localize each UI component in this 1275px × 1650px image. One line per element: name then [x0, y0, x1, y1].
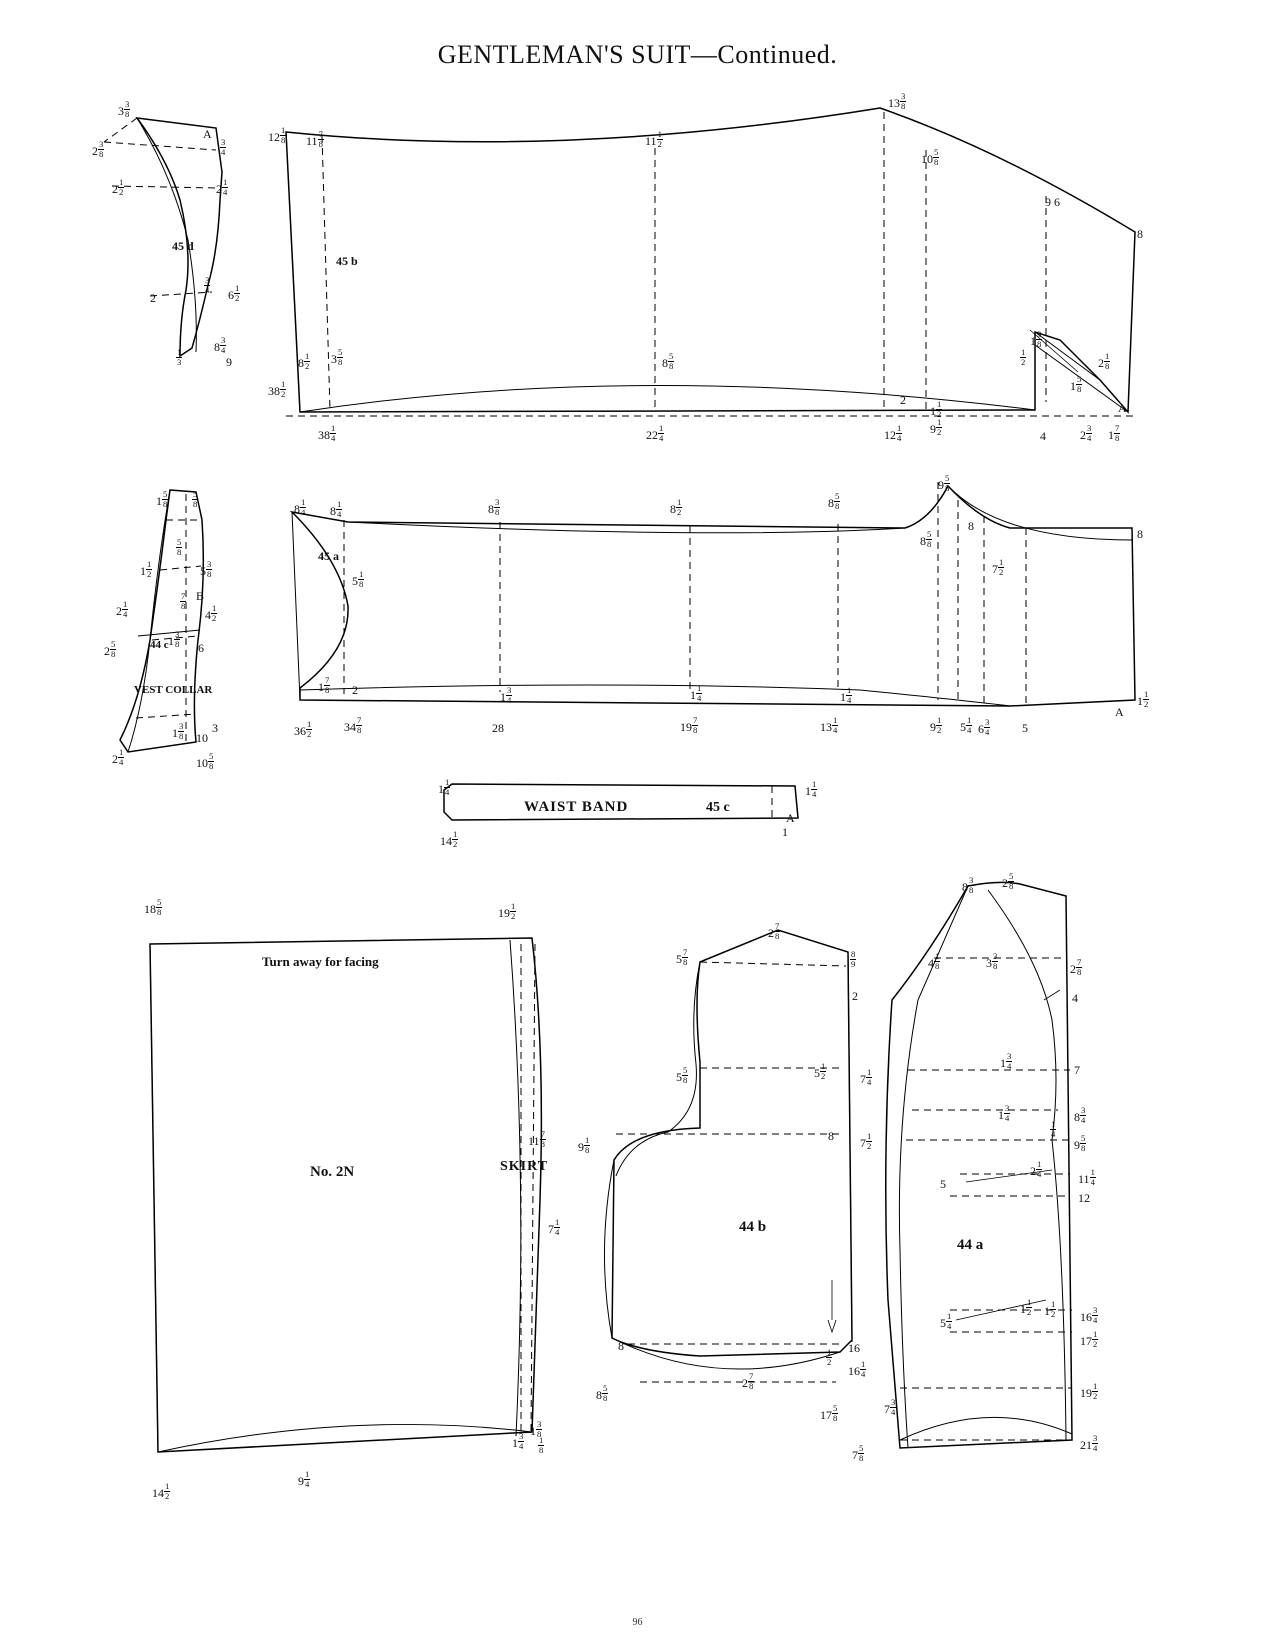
waist-band-measure: 14 $\frac{1}{2}$: [440, 829, 458, 849]
front-45a-measure: 6: [198, 641, 204, 655]
vest-back-44b-measure: 9 $\frac{1}{8}$: [578, 1135, 590, 1155]
front-45a-measure: 3: [212, 721, 218, 735]
vest-front-44a-measure: 9 $\frac{5}{8}$: [1074, 1133, 1086, 1153]
vest-front-44a-measure: 7 $\frac{5}{8}$: [852, 1443, 864, 1463]
front-45a-measure: 1 $\frac{1}{2}$: [1137, 689, 1149, 709]
front-45a-measure: 1 $\frac{3}{8}$: [172, 721, 184, 741]
vest-back-44b-measure: 2: [852, 989, 858, 1003]
vest-back-44b-measure: 8: [828, 1129, 834, 1143]
piece-label-44c: 44 c: [150, 639, 169, 651]
front-45a-measure: 28: [492, 721, 504, 735]
vest-front-44a-measure: 7: [1074, 1063, 1080, 1077]
front-45a-measure: 8 $\frac{1}{2}$: [670, 497, 682, 517]
front-45a-measure: 10: [196, 731, 208, 745]
back-45b-measure: 4: [1040, 429, 1046, 443]
vest-back-44b-measure: 5 $\frac{5}{8}$: [676, 1065, 688, 1085]
front-45a-measure: 13 $\frac{1}{4}$: [820, 715, 838, 735]
collar-45d-measure: 2 $\frac{1}{4}$: [216, 177, 228, 197]
page-number: 96: [632, 1617, 643, 1628]
collar-45d-measure: $\frac{3}{4}$: [221, 137, 226, 157]
piece-label-45a: 45 a: [318, 549, 339, 563]
vest-front-44a-measure: 5: [940, 1177, 946, 1191]
back-45b-measure: 1 $\frac{5}{8}$: [1070, 374, 1082, 394]
skirt-measure: $\frac{1}{8}$: [539, 1435, 544, 1455]
back-45b-measure: 11 $\frac{1}{2}$: [645, 129, 662, 149]
vest-front-44a-measure: 3 $\frac{3}{8}$: [986, 951, 998, 971]
collar-45d-measure: 6 $\frac{1}{2}$: [228, 283, 240, 303]
front-45a-measure: 8: [1137, 527, 1143, 541]
piece-label-skirt-block: No. 2N: [310, 1164, 355, 1180]
vest-front-44a-measure: 16 $\frac{1}{4}$: [848, 1359, 866, 1379]
back-45b-measure: 12 $\frac{1}{8}$: [268, 125, 286, 145]
vest-front-44a-measure: 21 $\frac{3}{4}$: [1080, 1433, 1098, 1453]
front-45a-measure: 8 $\frac{5}{8}$: [920, 529, 932, 549]
skirt-facing-note: Turn away for facing: [262, 954, 379, 969]
vest-front-44a-measure: 7 $\frac{1}{2}$: [860, 1131, 872, 1151]
back-45b-measure: 1 $\frac{7}{8}$: [1108, 423, 1120, 443]
vest-front-44a-measure: 1 $\frac{3}{4}$: [1000, 1051, 1012, 1071]
back-45b-measure: 22 $\frac{1}{4}$: [646, 423, 664, 443]
vest-front-44a-measure: 16: [848, 1341, 860, 1355]
waist-band-measure: 1 $\frac{1}{4}$: [805, 779, 817, 799]
front-45a-measure: 5 $\frac{3}{8}$: [200, 559, 212, 579]
skirt-measure: 7 $\frac{1}{4}$: [548, 1217, 560, 1237]
front-45a-measure: $\frac{5}{8}$: [177, 537, 182, 557]
collar-45d-measure: 2 $\frac{1}{2}$: [112, 177, 124, 197]
front-45a-measure: 2 $\frac{1}{4}$: [116, 599, 128, 619]
back-45b-measure: 1 $\frac{1}{2}$: [930, 399, 942, 419]
front-45a-measure: 5 $\frac{1}{4}$: [960, 715, 972, 735]
collar-45d-measure: 8 $\frac{3}{4}$: [214, 335, 226, 355]
piece-label-45b: 45 b: [336, 254, 358, 268]
back-45b-measure: 10 $\frac{5}{8}$: [921, 147, 939, 167]
vest-back-44b-measure: $\frac{8}{9}$: [851, 949, 856, 969]
page-title: GENTLEMAN'S SUIT—Continued.: [437, 40, 838, 69]
front-45a-measure: 2 $\frac{1}{4}$: [112, 747, 124, 767]
front-45a-measure: 4 $\frac{1}{2}$: [205, 603, 217, 623]
front-45a-measure: 8: [968, 519, 974, 533]
back-45b-measure: 8: [1137, 227, 1143, 241]
front-45a-measure: 6 $\frac{3}{4}$: [978, 717, 990, 737]
back-45b-measure: 8 $\frac{1}{2}$: [298, 351, 310, 371]
front-45a-measure: $\frac{7}{8}$: [181, 591, 186, 611]
piece-44b-outline: [604, 930, 852, 1382]
back-45b-measure: 3 $\frac{5}{8}$: [331, 347, 343, 367]
collar-45d-measure: A: [203, 127, 212, 141]
front-45a-measure: 10 $\frac{5}{8}$: [196, 751, 214, 771]
vest-front-44a-measure: 2 $\frac{5}{8}$: [1002, 871, 1014, 891]
back-45b-measure: 2: [900, 393, 906, 407]
front-45a-measure: 8 $\frac{1}{4}$: [294, 497, 306, 517]
vest-front-44a-measure: 1 $\frac{3}{4}$: [998, 1103, 1010, 1123]
front-45a-measure: 8 $\frac{3}{8}$: [488, 497, 500, 517]
front-45a-measure: 1 $\frac{5}{8}$: [156, 489, 168, 509]
front-45a-measure: B: [196, 589, 205, 603]
vest-front-44a-measure: 2 $\frac{1}{4}$: [1030, 1159, 1042, 1179]
vest-front-44a-measure: 2 $\frac{7}{8}$: [1070, 957, 1082, 977]
front-45a-measure: 36 $\frac{1}{2}$: [294, 719, 312, 739]
collar-45d-measure: 9: [226, 355, 232, 369]
vest-front-44a-measure: 11 $\frac{1}{4}$: [1078, 1167, 1095, 1187]
vest-front-44a-measure: 8 $\frac{3}{4}$: [1074, 1105, 1086, 1125]
piece-45d-outline: [104, 118, 222, 356]
vest-back-44b-measure: 2 $\frac{7}{8}$: [768, 921, 780, 941]
front-45a-measure: 1 $\frac{7}{8}$: [318, 675, 330, 695]
vest-back-44b-measure: 8 $\frac{5}{8}$: [596, 1383, 608, 1403]
back-45b-measure: 13 $\frac{3}{8}$: [888, 91, 906, 111]
piece-label-45d: 45 d: [172, 239, 194, 253]
vest-back-44b-measure: $\frac{1}{2}$: [827, 1347, 832, 1367]
vest-back-44b-measure: 5 $\frac{7}{8}$: [676, 947, 688, 967]
skirt-measure: 19 $\frac{1}{2}$: [498, 901, 516, 921]
skirt-measure: 11 $\frac{7}{8}$: [528, 1129, 545, 1149]
collar-45d-measure: $\frac{3}{4}$: [205, 275, 210, 295]
vest-front-44a-measure: 12: [1078, 1191, 1090, 1205]
back-45b-measure: 1 $\frac{3}{8}$: [1030, 329, 1042, 349]
piece-skirt-outline: [150, 938, 541, 1452]
front-45a-measure: 2 $\frac{5}{8}$: [104, 639, 116, 659]
vest-back-44b-measure: 17 $\frac{5}{8}$: [820, 1403, 838, 1423]
front-45a-measure: 2: [352, 683, 358, 697]
vest-back-44b-measure: 5 $\frac{1}{2}$: [814, 1061, 826, 1081]
vest-front-44a-measure: 4: [1072, 991, 1078, 1005]
back-45b-measure: 9 6: [1045, 195, 1060, 209]
piece-label-44a: 44 a: [957, 1237, 984, 1253]
front-45a-measure: 19 $\frac{7}{8}$: [680, 715, 698, 735]
front-45a-measure: 8 $\frac{1}{4}$: [330, 499, 342, 519]
back-45b-measure: A: [1118, 401, 1127, 415]
piece-label-waist-band: WAIST BAND: [524, 799, 629, 815]
vest-front-44a-measure: 7 $\frac{1}{4}$: [860, 1067, 872, 1087]
vest-front-44a-measure: 19 $\frac{1}{2}$: [1080, 1381, 1098, 1401]
waist-band-measure: 1: [782, 825, 788, 839]
back-45b-measure: $\frac{1}{2}$: [1021, 347, 1026, 367]
skirt-measure: 1 $\frac{3}{8}$: [530, 1419, 542, 1439]
vest-front-44a-measure: 7 $\frac{3}{4}$: [884, 1397, 896, 1417]
front-45a-measure: 34 $\frac{7}{8}$: [344, 715, 362, 735]
skirt-measure: 1 $\frac{3}{4}$: [512, 1431, 524, 1451]
front-45a-measure: 1 $\frac{1}{4}$: [690, 683, 702, 703]
vest-back-44b-measure: 2 $\frac{7}{8}$: [742, 1371, 754, 1391]
front-45a-measure: 5: [1022, 721, 1028, 735]
back-45b-measure: 38 $\frac{1}{4}$: [318, 423, 336, 443]
back-45b-measure: 2 $\frac{3}{4}$: [1080, 423, 1092, 443]
front-45a-measure: 5 $\frac{1}{8}$: [352, 569, 364, 589]
vest-front-44a-measure: 1 $\frac{1}{2}$: [1044, 1299, 1056, 1319]
vest-front-44a-measure: 8 $\frac{3}{8}$: [962, 875, 974, 895]
piece-label-vest-collar: VEST COLLAR: [134, 684, 213, 696]
collar-45d-measure: $\frac{1}{3}$: [177, 347, 182, 367]
piece-label-44b: 44 b: [739, 1219, 767, 1235]
vest-front-44a-measure: 17 $\frac{1}{2}$: [1080, 1329, 1098, 1349]
front-45a-measure: $\frac{5}{8}$: [193, 489, 198, 509]
collar-45d-measure: 2: [150, 291, 156, 305]
vest-back-44b-measure: 8: [618, 1339, 624, 1353]
piece-label-45c: 45 c: [706, 800, 730, 815]
back-45b-measure: 8 $\frac{5}{8}$: [662, 351, 674, 371]
waist-band-measure: 1 $\frac{1}{4}$: [438, 777, 450, 797]
piece-44a-outline: [886, 882, 1072, 1448]
vest-front-44a-measure: 1 $\frac{1}{2}$: [1020, 1297, 1032, 1317]
skirt-measure: 18 $\frac{5}{8}$: [144, 897, 162, 917]
back-45b-measure: 9 $\frac{1}{2}$: [930, 417, 942, 437]
front-45a-measure: 9 $\frac{5}{8}$: [938, 473, 950, 493]
collar-45d-measure: 3 $\frac{3}{8}$: [118, 99, 130, 119]
front-45a-measure: A: [1115, 705, 1124, 719]
front-45a-measure: 1 $\frac{3}{4}$: [500, 685, 512, 705]
front-45a-measure: 1 $\frac{1}{4}$: [840, 685, 852, 705]
front-45a-measure: 1 $\frac{3}{8}$: [168, 629, 180, 649]
piece-45b-outline: [286, 108, 1135, 419]
vest-front-44a-measure: 16 $\frac{3}{4}$: [1080, 1305, 1098, 1325]
front-45a-measure: 7 $\frac{1}{2}$: [992, 557, 1004, 577]
piece-45a-outline: [292, 482, 1135, 706]
piece-44c-outline: [120, 490, 203, 752]
front-45a-measure: 1 $\frac{1}{2}$: [140, 559, 152, 579]
back-45b-measure: 11 $\frac{7}{8}$: [306, 129, 323, 149]
vest-front-44a-measure: $\frac{1}{4}$: [1051, 1119, 1056, 1139]
front-45a-measure: 8 $\frac{5}{8}$: [828, 491, 840, 511]
piece-label-skirt: SKIRT: [500, 1159, 549, 1174]
skirt-measure: 14 $\frac{1}{2}$: [152, 1481, 170, 1501]
back-45b-measure: 2 $\frac{1}{8}$: [1098, 351, 1110, 371]
back-45b-measure: 12 $\frac{1}{4}$: [884, 423, 902, 443]
back-45b-measure: 38 $\frac{1}{2}$: [268, 379, 286, 399]
skirt-measure: 9 $\frac{1}{4}$: [298, 1469, 310, 1489]
waist-band-measure: A: [786, 811, 795, 825]
vest-front-44a-measure: 5 $\frac{1}{4}$: [940, 1311, 952, 1331]
collar-45d-measure: 2 $\frac{3}{8}$: [92, 139, 104, 159]
vest-front-44a-measure: 4 $\frac{1}{8}$: [928, 951, 940, 971]
front-45a-measure: 9 $\frac{1}{2}$: [930, 715, 942, 735]
